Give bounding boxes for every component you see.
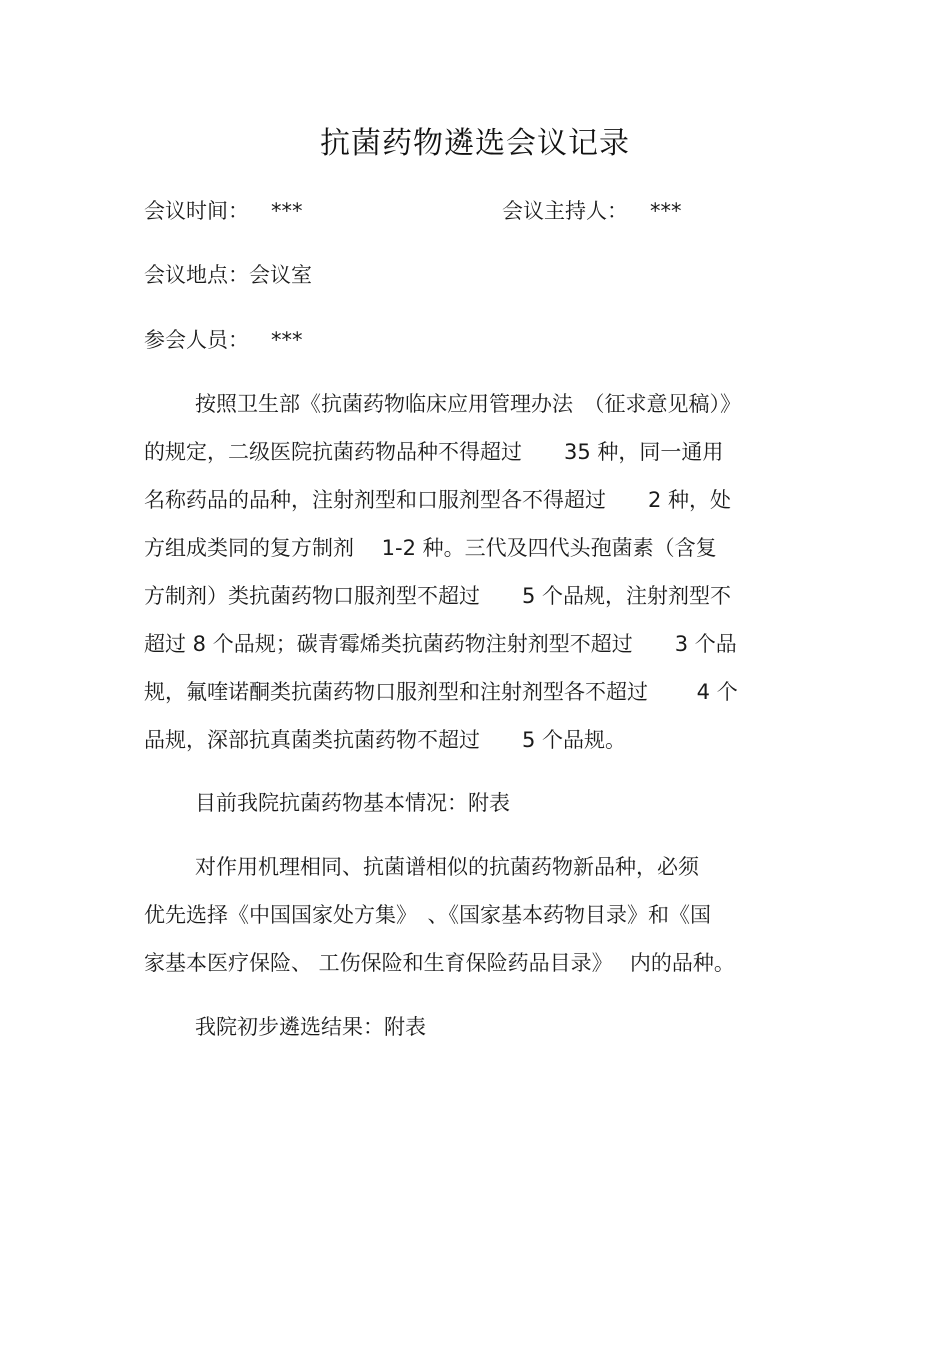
paragraph1-line: 按照卫生部《抗菌药物临床应用管理办法 （征求意见稿）》 xyxy=(195,392,741,416)
paragraph2-line: 目前我院抗菌药物基本情况：附表 xyxy=(195,791,510,815)
paragraph3-line: 家基本医疗保险、 工伤保险和生育保险药品目录》 内的品种。 xyxy=(144,951,735,975)
meeting-time xyxy=(144,196,303,226)
meeting-time-value: *** xyxy=(271,199,303,223)
meeting-attendees-label: 参会人员： xyxy=(144,328,249,352)
paragraph1-line: 的规定，二级医院抗菌药物品种不得超过 35 种，同一通用 xyxy=(144,440,724,464)
meeting-host-value: *** xyxy=(650,199,682,223)
meeting-time-label: 会议时间： xyxy=(144,199,249,223)
paragraph3-line: 对作用机理相同、抗菌谱相似的抗菌药物新品种，必须 xyxy=(195,855,699,879)
meeting-attendees-value: *** xyxy=(271,328,303,352)
page-title: 抗菌药物遴选会议记录 xyxy=(320,126,630,161)
paragraph1-line: 方组成类同的复方制剂 1-2 种。三代及四代头孢菌素（含复 xyxy=(144,536,717,560)
paragraph3-line: 优先选择《中国国家处方集》 、《国家基本药物目录》和《国 xyxy=(144,903,711,927)
paragraph1-line: 品规，深部抗真菌类抗菌药物不超过 5 个品规。 xyxy=(144,728,627,752)
paragraph1-line: 超过 8 个品规；碳青霉烯类抗菌药物注射剂型不超过 3 个品 xyxy=(144,632,737,656)
meeting-host xyxy=(502,196,682,226)
paragraph1-line: 名称药品的品种，注射剂型和口服剂型各不得超过 2 种，处 xyxy=(144,488,732,512)
meeting-attendees xyxy=(144,325,303,355)
paragraph1-line: 规，氟喹诺酮类抗菌药物口服剂型和注射剂型各不超过 4 个 xyxy=(144,680,738,704)
meeting-host-label: 会议主持人： xyxy=(502,199,628,223)
paragraph4-line: 我院初步遴选结果：附表 xyxy=(195,1015,426,1039)
meeting-location-label: 会议地点： xyxy=(144,263,249,287)
meeting-location xyxy=(144,260,312,290)
meeting-location-value: 会议室 xyxy=(249,263,312,287)
paragraph1-line: 方制剂）类抗菌药物口服剂型不超过 5 个品规，注射剂型不 xyxy=(144,584,732,608)
